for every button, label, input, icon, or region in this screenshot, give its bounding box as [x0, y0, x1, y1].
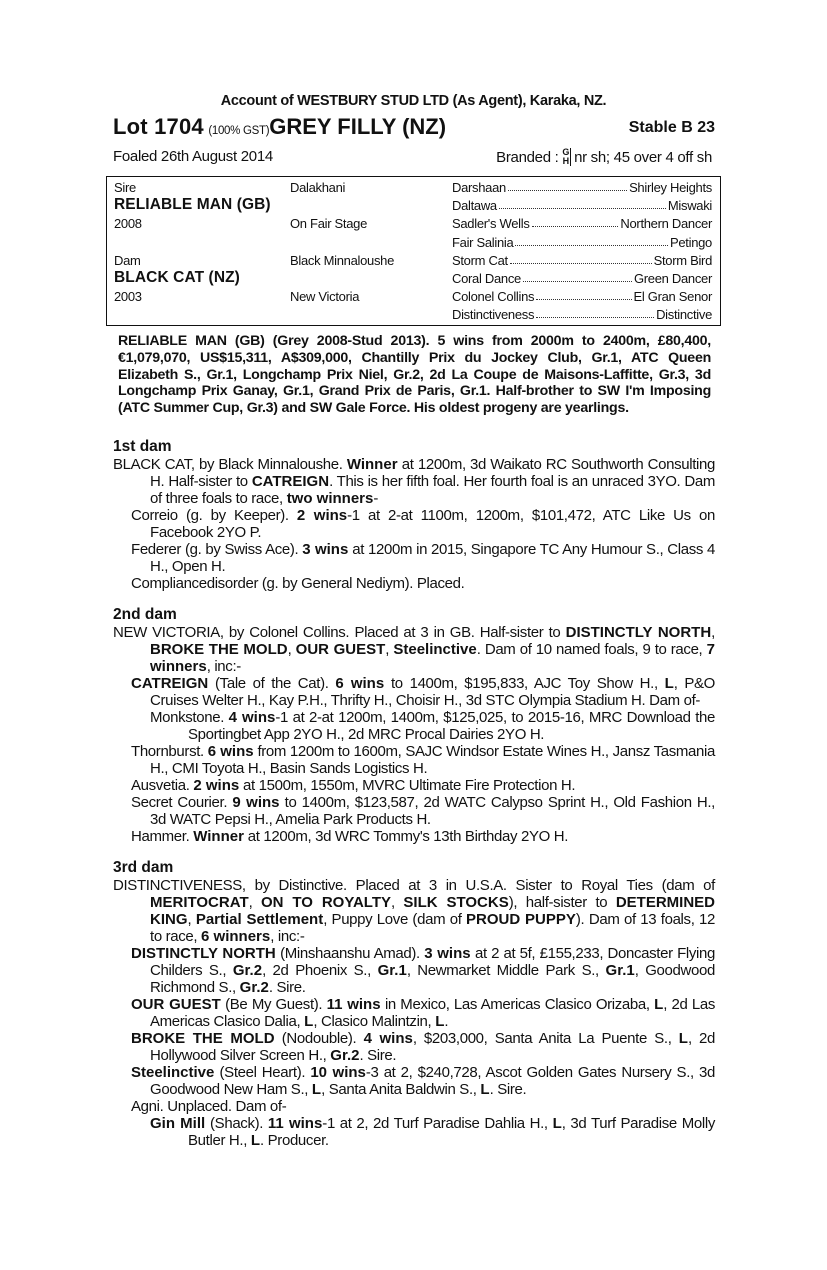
- progeny-entry: [113, 1064, 715, 1098]
- progeny-entry: [113, 575, 715, 592]
- dotted-leader: [532, 216, 619, 227]
- progeny-entry: [113, 1098, 715, 1115]
- bold-text: PROUD PUPPY: [466, 911, 576, 928]
- bold-text: 6 wins: [207, 743, 254, 760]
- bold-text: 7 winners: [150, 641, 715, 675]
- text: , P&O Cruises Welter H., Kay P.H., Thrifty H., Choisir H., 3d STC Olympia Stadium H. Dam of-: [150, 675, 715, 709]
- bold-text: CATREIGN: [251, 473, 330, 490]
- bold-text: 9 wins: [232, 794, 280, 811]
- dam-section: [113, 606, 715, 845]
- progeny-entry: [113, 945, 715, 996]
- text: -1 at 2, 2d Turf Paradise Dahlia H.,: [322, 1115, 553, 1132]
- section-heading: 1st dam: [113, 438, 172, 455]
- bold-text: 6 winners: [201, 928, 271, 945]
- text: . Sire.: [268, 979, 306, 996]
- great-grandparent-pair: [452, 180, 712, 195]
- brand-mark: [562, 148, 571, 166]
- bold-text: 11 wins: [267, 1115, 323, 1132]
- progeny-entry: [113, 777, 715, 794]
- great-grandparent-name: Daltawa: [452, 198, 497, 214]
- bold-text: Steelinctive: [393, 641, 477, 658]
- text: , inc:-: [206, 658, 241, 675]
- bold-text: CATREIGN: [131, 675, 209, 692]
- pedigree-row: [107, 214, 720, 232]
- dotted-leader: [536, 289, 631, 300]
- text: at 2 at 5f, £155,233, Doncaster Flying Childers S.,: [150, 945, 715, 979]
- great-great-grandparent-name: Storm Bird: [653, 252, 712, 268]
- progeny-entry: [113, 743, 715, 777]
- text: to 1400m, $123,587, 2d WATC Calypso Sprint H., Old Fashion H., 3d WATC Pepsi H., Amelia Park Products H.: [150, 794, 716, 828]
- bold-text: Steelinctive: [131, 1064, 215, 1081]
- text: NEW VICTORIA, by Colonel Collins. Placed at 3 in GB. Half-sister to: [113, 624, 566, 641]
- text: -3 at 2, $240,728, Ascot Golden Gates Nursery S., 3d Goodwood New Ham S.,: [150, 1064, 715, 1098]
- bold-text: SILK STOCKS: [403, 894, 509, 911]
- great-grandparent-name: Storm Cat: [452, 252, 508, 268]
- text: (Steel Heart).: [214, 1064, 311, 1081]
- section-heading: 2nd dam: [113, 606, 177, 623]
- lot-title: GREY FILLY (NZ): [269, 114, 447, 139]
- bold-text: L: [311, 1081, 322, 1098]
- dotted-leader: [508, 180, 627, 191]
- text: (Tale of the Cat).: [208, 675, 336, 692]
- dam-section: [113, 438, 715, 592]
- pedigree-row: [107, 196, 720, 214]
- consignor-line: Account of WESTBURY STUD LTD (As Agent), Karaka, NZ.: [220, 93, 607, 109]
- bold-text: L: [552, 1115, 562, 1132]
- text: -1 at 2-at 1100m, 1200m, $101,472, ATC Like Us on Facebook 2YO P.: [150, 507, 715, 541]
- great-grandparent-name: Darshaan: [452, 180, 506, 195]
- bold-text: Winner: [193, 828, 244, 845]
- text: ,: [287, 641, 296, 658]
- bold-text: 2 wins: [296, 507, 348, 524]
- great-grandparent-name: Sadler's Wells: [452, 216, 530, 232]
- text: at 1200m, 3d WRC Tommy's 13th Birthday 2YO H.: [243, 828, 569, 845]
- grandparent-name: Black Minnaloushe: [290, 252, 395, 268]
- text: DISTINCTIVENESS, by Distinctive. Placed at 3 in U.S.A. Sister to Royal Ties (dam of: [113, 877, 715, 894]
- dotted-leader: [499, 198, 666, 209]
- great-grandparent-pair: [452, 216, 712, 231]
- bold-text: L: [664, 675, 674, 692]
- text: Thornburst.: [131, 743, 208, 760]
- bold-text: 10 wins: [310, 1064, 366, 1081]
- text: to 1400m, $195,833, AJC Toy Show H.,: [384, 675, 665, 692]
- great-grandparent-name: Distinctiveness: [452, 307, 535, 323]
- bold-text: L: [304, 1013, 314, 1030]
- brand-mark-bottom: H: [562, 156, 569, 166]
- text: Hammer.: [131, 828, 194, 845]
- pedigree-label: 2008: [114, 216, 142, 232]
- text: BLACK CAT, by Black Minnaloushe.: [113, 456, 347, 473]
- bold-text: Gr.2: [232, 962, 263, 979]
- branded-label: Branded :: [496, 149, 559, 166]
- text: . Sire.: [359, 1047, 397, 1064]
- bold-text: Winner: [346, 456, 398, 473]
- great-great-grandparent-name: Shirley Heights: [629, 180, 712, 195]
- bold-text: 3 wins: [424, 945, 471, 962]
- progeny-entry: [113, 828, 715, 845]
- bold-text: Gr.2: [330, 1047, 360, 1064]
- great-grandparent-pair: [452, 253, 712, 268]
- text: at 1500m, 1550m, MVRC Ultimate Fire Protection H.: [239, 777, 576, 794]
- horse-name: BLACK CAT (NZ): [114, 269, 240, 286]
- text: Secret Courier.: [131, 794, 233, 811]
- text: from 1200m to 1600m, SAJC Windsor Estate Wines H., Jansz Tasmania H., CMI Toyota H., Basin Sands Logistics H.: [150, 743, 715, 777]
- dotted-leader: [536, 307, 654, 318]
- text: .: [444, 1013, 449, 1030]
- grandparent-name: New Victoria: [290, 289, 360, 305]
- great-grandparent-name: Colonel Collins: [452, 289, 535, 305]
- text: (Shack).: [205, 1115, 268, 1132]
- pedigree-row: [107, 178, 720, 196]
- text: (Be My Guest).: [220, 996, 327, 1013]
- dotted-leader: [515, 235, 668, 246]
- dam-section: [113, 859, 715, 1149]
- bold-text: Gr.1: [377, 962, 407, 979]
- text: ), half-sister to: [508, 894, 616, 911]
- text: -1 at 2-at 1200m, 1400m, $125,025, to 2015-16, MRC Download the Sportingbet App 2YO H., 2d MRC Procal Dairies 2YO H.: [188, 709, 716, 743]
- pedigree-row: [107, 269, 720, 287]
- bold-text: Gin Mill: [150, 1115, 206, 1132]
- dam-entry: [113, 877, 715, 945]
- bold-text: L: [654, 996, 664, 1013]
- great-great-grandparent-name: Northern Dancer: [620, 216, 712, 232]
- bold-text: OUR GUEST: [131, 996, 221, 1013]
- text: Federer (g. by Swiss Ace).: [131, 541, 303, 558]
- text: , Puppy Love (dam of: [323, 911, 467, 928]
- text: ). Dam of 13 foals, 12 to race,: [150, 911, 715, 945]
- progeny-entry: [113, 675, 715, 709]
- text: , 2d Hollywood Silver Screen H.,: [150, 1030, 715, 1064]
- text: Agni. Unplaced. Dam of-: [131, 1098, 287, 1115]
- pedigree-label: Dam: [114, 252, 141, 268]
- text: Monkstone.: [150, 709, 229, 726]
- great-grandparent-pair: [452, 198, 712, 213]
- great-great-grandparent-name: Petingo: [670, 234, 712, 250]
- bold-text: 4 wins: [363, 1030, 413, 1047]
- text: . Producer.: [260, 1132, 329, 1149]
- text: ,: [187, 911, 196, 928]
- gst-note: (100% GST): [208, 125, 270, 137]
- pedigree-row: [107, 287, 720, 305]
- brand-info: [496, 148, 712, 166]
- bold-text: Partial Settlement: [195, 911, 324, 928]
- text: ,: [391, 894, 404, 911]
- grand-progeny-entry: [113, 1115, 715, 1149]
- dam-entry: [113, 456, 715, 507]
- bold-text: ON TO ROYALTY: [260, 894, 392, 911]
- pedigree-label: Sire: [114, 180, 136, 195]
- dotted-leader: [523, 271, 632, 282]
- text: (Minshaanshu Amad).: [275, 945, 425, 962]
- text: ,: [711, 624, 715, 641]
- brand-mark-top: G: [562, 147, 570, 157]
- bold-text: L: [435, 1013, 445, 1030]
- branded-text: nr sh; 45 over 4 off sh: [574, 149, 712, 166]
- bold-text: 2 wins: [193, 777, 240, 794]
- bold-text: Gr.2: [239, 979, 269, 996]
- text: , $203,000, Santa Anita La Puente S.,: [412, 1030, 679, 1047]
- bold-text: 11 wins: [326, 996, 381, 1013]
- bold-text: DETERMINED KING: [150, 894, 715, 928]
- pedigree-row: [107, 305, 720, 323]
- text: , 3d Turf Paradise Molly Butler H.,: [188, 1115, 715, 1149]
- text: . Sire.: [489, 1081, 527, 1098]
- great-great-grandparent-name: Miswaki: [667, 198, 712, 214]
- text: . Dam of 10 named foals, 9 to race,: [476, 641, 707, 658]
- text: Compliancedisorder (g. by General Nediym). Placed.: [131, 575, 465, 592]
- text: , Santa Anita Baldwin S.,: [321, 1081, 481, 1098]
- text: , Clasico Malintzin,: [313, 1013, 436, 1030]
- dam-sections: [113, 438, 715, 1163]
- text: , 2d Phoenix S.,: [262, 962, 378, 979]
- horse-name: RELIABLE MAN (GB): [114, 196, 271, 214]
- stable-location: Stable B 23: [628, 119, 715, 136]
- great-great-grandparent-name: Distinctive: [656, 307, 712, 323]
- great-grandparent-pair: [452, 289, 712, 304]
- great-grandparent-pair: [452, 271, 712, 286]
- bold-text: L: [250, 1132, 261, 1149]
- progeny-entry: [113, 1030, 715, 1064]
- progeny-entry: [113, 794, 715, 828]
- bold-text: Gr.1: [605, 962, 635, 979]
- text: ,: [385, 641, 394, 658]
- text: Correio (g. by Keeper).: [131, 507, 297, 524]
- bold-text: 6 wins: [335, 675, 385, 692]
- bold-text: two winners: [286, 490, 374, 507]
- pedigree-row: [107, 251, 720, 269]
- text: Ausvetia.: [131, 777, 194, 794]
- bold-text: DISTINCTLY NORTH: [565, 624, 712, 641]
- section-heading: 3rd dam: [113, 859, 174, 876]
- text: , Goodwood Richmond S.,: [150, 962, 715, 996]
- grand-progeny-entry: [113, 709, 715, 743]
- text: , Newmarket Middle Park S.,: [406, 962, 606, 979]
- great-great-grandparent-name: Green Dancer: [633, 271, 712, 286]
- bold-text: DISTINCTLY NORTH: [131, 945, 276, 962]
- great-grandparent-name: Fair Salinia: [452, 234, 514, 250]
- bold-text: 3 wins: [302, 541, 349, 558]
- dotted-leader: [510, 253, 652, 264]
- bold-text: MERITOCRAT: [150, 894, 249, 911]
- lot-header: [113, 114, 715, 142]
- bold-text: L: [480, 1081, 490, 1098]
- text: in Mexico, Las Americas Clasico Orizaba,: [380, 996, 655, 1013]
- text: at 1200m in 2015, Singapore TC Any Humour S., Class 4 H., Open H.: [150, 541, 716, 575]
- text: . This is her fifth foal. Her fourth foal is an unraced 3YO. Dam of three foals to race,: [150, 473, 715, 507]
- grandparent-name: On Fair Stage: [290, 216, 368, 232]
- great-grandparent-pair: [452, 307, 712, 322]
- text: -: [373, 490, 379, 507]
- bold-text: BROKE THE MOLD: [131, 1030, 275, 1047]
- pedigree-table: [106, 176, 721, 326]
- bold-text: 4 wins: [228, 709, 276, 726]
- progeny-entry: [113, 996, 715, 1030]
- text: at 1200m, 3d Waikato RC Southworth Consulting H. Half-sister to: [150, 456, 715, 490]
- progeny-entry: [113, 507, 715, 541]
- grandparent-name: Dalakhani: [290, 180, 346, 195]
- pedigree-label: 2003: [114, 289, 142, 305]
- lot-number: Lot 1704: [113, 114, 204, 139]
- progeny-entry: [113, 541, 715, 575]
- text: , inc:-: [270, 928, 305, 945]
- great-great-grandparent-name: El Gran Senor: [633, 289, 712, 305]
- foaled-date: Foaled 26th August 2014: [113, 148, 273, 165]
- pedigree-row: [107, 233, 720, 251]
- bold-text: BROKE THE MOLD: [150, 641, 288, 658]
- text: , 2d Las Americas Clasico Dalia,: [150, 996, 715, 1030]
- great-grandparent-pair: [452, 235, 712, 250]
- bold-text: L: [678, 1030, 688, 1047]
- dam-entry: [113, 624, 715, 675]
- sire-paragraph: RELIABLE MAN (GB) (Grey 2008-Stud 2013). 5 wins from 2000m to 2400m, £80,400, €1,079,070, US$15,311, A$309,000, Chantilly Prix du Jockey Club, Gr.1, ATC Queen Elizabeth S., Gr.1, Longchamp Prix Niel, Gr.2, 2d La Coupe de Maisons-Laffitte, Gr.3, 3d Longchamp Prix Ganay, Gr.1, Grand Prix de Paris, Gr.1. Half-brother to SW I'm Imposing (ATC Summer Cup, Gr.3) and SW Gale Force. His oldest progeny are yearlings.: [118, 333, 711, 417]
- text: (Nodouble).: [274, 1030, 364, 1047]
- bold-text: OUR GUEST: [295, 641, 386, 658]
- text: ,: [248, 894, 261, 911]
- great-grandparent-name: Coral Dance: [452, 271, 521, 286]
